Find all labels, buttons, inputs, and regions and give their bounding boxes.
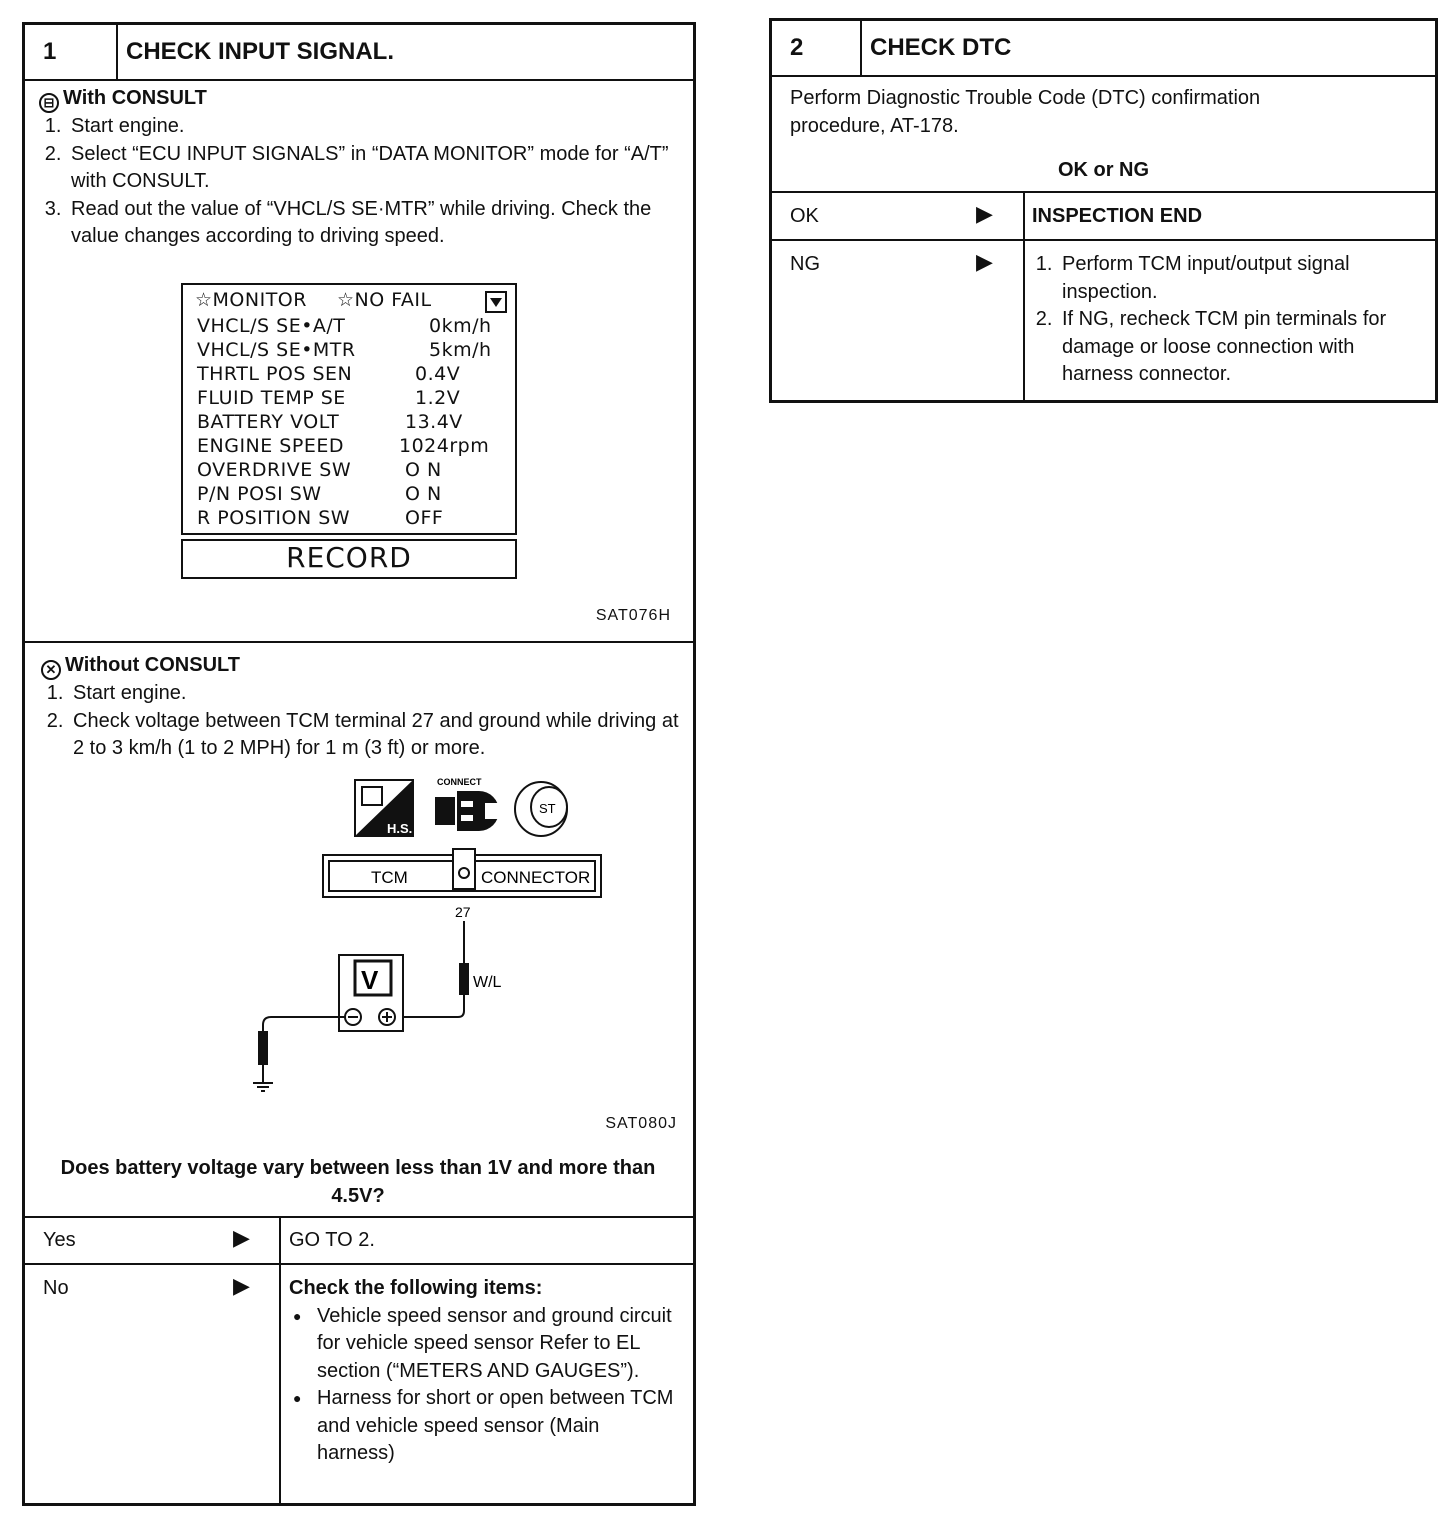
step2-number: 2 [772, 21, 862, 75]
divider [25, 1216, 693, 1218]
step1-number: 1 [25, 25, 118, 79]
result-ok-label: OK [790, 205, 819, 227]
arrow-right-icon: ▶ [233, 1273, 250, 1298]
no-action-item: ● Vehicle speed sensor and ground circuit for vehicle speed sensor Refer to EL section (“METERS AND GAUGES”). [317, 1303, 679, 1386]
with-consult-step: 2. Select “ECU INPUT SIGNALS” in “DATA MONITOR” mode for “A/T” with CONSULT. [67, 141, 679, 196]
arrow-right-icon: ▶ [976, 249, 993, 274]
record-button[interactable]: RECORD [181, 539, 517, 579]
divider [25, 641, 693, 643]
ng-action-items [1030, 251, 1420, 389]
connector-label: CONNECTOR [481, 868, 591, 887]
voltage-check-diagram [25, 765, 693, 1095]
no-action-item: ● Harness for short or open between TCM and vehicle speed sensor (Main harness) [317, 1385, 679, 1468]
divider [1023, 191, 1025, 400]
figure-code-sat076h: SAT076H [595, 607, 671, 624]
no-consult-icon: ✕ [41, 660, 61, 680]
step2-header [772, 21, 1435, 77]
ng-action-item: 2. If NG, recheck TCM pin terminals for damage or loose connection with harness connector. [1058, 306, 1420, 389]
monitor-row: ENGINE SPEED 1024rpm [197, 435, 490, 457]
key-st-label: ST [539, 801, 556, 816]
divider [25, 1263, 693, 1265]
monitor-row: FLUID TEMP SE 1.2V [197, 387, 461, 409]
monitor-row: R POSITION SW OFF [197, 507, 444, 529]
data-monitor-screen [181, 283, 517, 535]
monitor-header-right: ☆NO FAIL [337, 289, 432, 311]
no-action-title: Check the following items: [289, 1277, 543, 1299]
without-consult-section [41, 652, 681, 763]
scroll-down-icon[interactable] [485, 291, 507, 313]
step2-title: CHECK DTC [870, 34, 1012, 61]
monitor-row: BATTERY VOLT 13.4V [197, 411, 463, 433]
monitor-header-left: ☆MONITOR [195, 289, 307, 311]
divider [772, 191, 1435, 193]
result-no-label: No [43, 1277, 69, 1299]
result-ng-label: NG [790, 253, 820, 275]
result-ng-action [1030, 251, 1420, 389]
with-consult-step: 3. Read out the value of “VHCL/S SE·MTR” while driving. Check the value changes according to driving speed. [67, 196, 679, 251]
divider [772, 239, 1435, 241]
consult-icon: ⊟ [39, 93, 59, 113]
hs-icon [355, 780, 413, 836]
result-yes-action: GO TO 2. [289, 1229, 375, 1251]
figure-code-sat080j: SAT080J [605, 1115, 677, 1132]
terminal-label: 27 [455, 904, 471, 920]
connect-label: CONNECT [437, 777, 482, 787]
without-consult-steps [41, 680, 681, 763]
tcm-label: TCM [371, 868, 408, 887]
step2-body: Perform Diagnostic Trouble Code (DTC) confirmation procedure, AT-178. [790, 87, 1261, 137]
step1-box [22, 22, 696, 1506]
monitor-row: VHCL/S SE•A/T 0km/h [197, 315, 492, 337]
without-consult-step: 1. Start engine. [69, 680, 681, 708]
step2-question: OK or NG [1057, 159, 1150, 181]
voltmeter-label: V [361, 965, 379, 995]
without-consult-heading: Without CONSULT [65, 654, 240, 676]
monitor-row: P/N POSI SW O N [197, 483, 442, 505]
arrow-right-icon: ▶ [233, 1225, 250, 1250]
with-consult-section [39, 85, 679, 251]
with-consult-steps [39, 113, 679, 251]
monitor-row: VHCL/S SE•MTR 5km/h [197, 339, 492, 361]
step1-header [25, 25, 693, 81]
monitor-row: THRTL POS SEN 0.4V [197, 363, 461, 385]
step2-box [769, 18, 1438, 403]
without-consult-step: 2. Check voltage between TCM terminal 27 and ground while driving at 2 to 3 km/h (1 to 2 MPH) for 1 m (3 ft) or more. [69, 708, 681, 763]
with-consult-step: 1. Start engine. [67, 113, 679, 141]
hs-label: H.S. [387, 821, 413, 836]
no-action-items [289, 1303, 679, 1468]
wire-label: W/L [473, 974, 502, 991]
result-yes-label: Yes [43, 1229, 76, 1251]
monitor-row: OVERDRIVE SW O N [197, 459, 442, 481]
ng-action-item: 1. Perform TCM input/output signal inspection. [1058, 251, 1420, 306]
divider [279, 1216, 281, 1503]
result-ok-action: INSPECTION END [1032, 205, 1203, 227]
ignition-key-icon [515, 782, 567, 836]
arrow-right-icon: ▶ [976, 201, 993, 226]
step1-question: Does battery voltage vary between less than 1V and more than 4.5V? [60, 1157, 656, 1207]
connect-icon [435, 777, 501, 831]
step1-title: CHECK INPUT SIGNAL. [126, 38, 395, 65]
result-no-action [289, 1275, 679, 1468]
with-consult-heading: With CONSULT [63, 87, 207, 109]
